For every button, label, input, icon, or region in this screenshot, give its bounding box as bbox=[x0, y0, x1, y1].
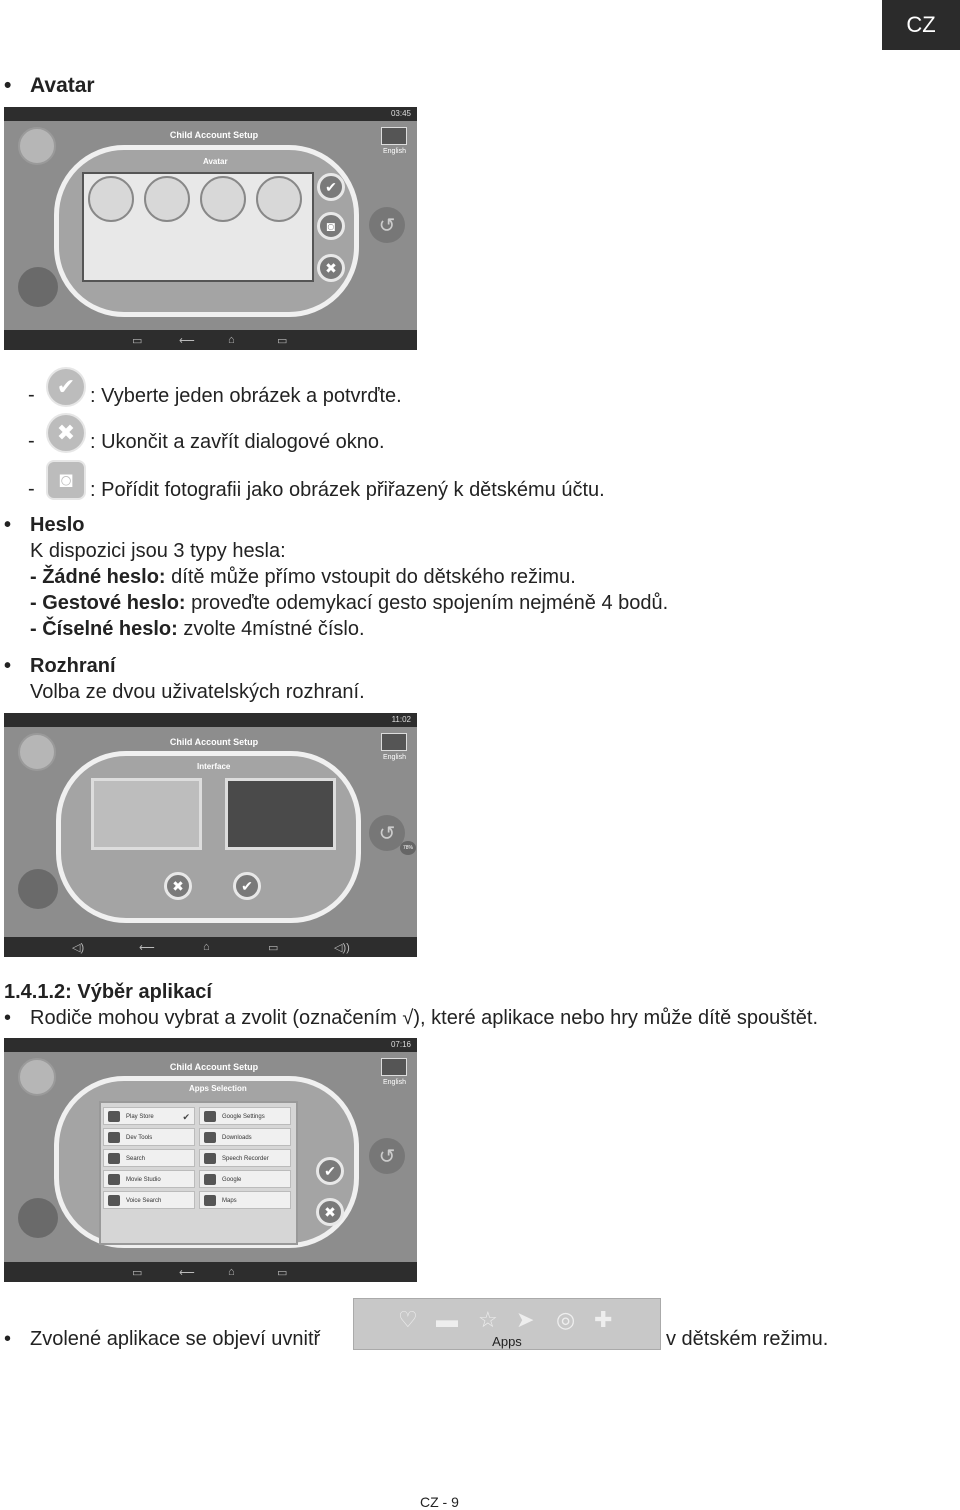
language-tab: CZ bbox=[882, 0, 960, 50]
interface-screenshot bbox=[4, 713, 417, 957]
dialog-title: Interface bbox=[197, 762, 231, 771]
nav-bar bbox=[4, 1262, 417, 1282]
nav-bar bbox=[4, 330, 417, 350]
avatar-panel bbox=[82, 172, 314, 282]
app-item[interactable]: Downloads bbox=[199, 1128, 291, 1146]
apps-bar bbox=[353, 1298, 661, 1350]
password-none: - Žádné heslo: dítě může přímo vstoupit do dětského režimu. bbox=[30, 566, 576, 588]
minus-icon: ▬ bbox=[436, 1307, 458, 1332]
back-icon[interactable]: ⟵ bbox=[179, 1267, 195, 1279]
final-text-before: • Zvolené aplikace se objeví uvnitř bbox=[30, 1326, 320, 1352]
confirm-button[interactable]: ✔ bbox=[317, 173, 345, 201]
interface-option-grid[interactable] bbox=[225, 778, 336, 850]
uk-flag-icon[interactable] bbox=[381, 1058, 407, 1076]
avatar-dog-icon[interactable] bbox=[200, 176, 246, 222]
screenshot-icon[interactable]: ▭ bbox=[132, 335, 143, 347]
avatar-heading: • Avatar bbox=[30, 73, 95, 99]
status-bar: 03:45 bbox=[4, 107, 417, 121]
final-text-after: v dětském režimu. bbox=[666, 1328, 829, 1350]
undo-icon[interactable]: ↺ bbox=[369, 815, 405, 851]
apps-label: Apps bbox=[492, 1334, 522, 1349]
camera-button[interactable]: ◙ bbox=[317, 212, 345, 240]
avatar-boy-icon[interactable] bbox=[88, 176, 134, 222]
confirm-button[interactable]: ✔ bbox=[233, 872, 261, 900]
apps-text: • Rodiče mohou vybrat a zvolit (označením √), které aplikace nebo hry může dítě spouštět. bbox=[30, 1005, 818, 1031]
heart-icon: ♡ bbox=[398, 1307, 418, 1332]
circle-icon: ◎ bbox=[556, 1307, 576, 1332]
app-item[interactable]: Maps bbox=[199, 1191, 291, 1209]
password-heading: • Heslo bbox=[30, 512, 84, 538]
undo-icon[interactable]: ↺ bbox=[369, 207, 405, 243]
globe-icon bbox=[18, 1198, 58, 1238]
interface-heading: • Rozhraní bbox=[30, 653, 116, 679]
recents-icon[interactable]: ▭ bbox=[277, 1267, 288, 1279]
avatar-girl-icon[interactable] bbox=[144, 176, 190, 222]
us-flag-icon[interactable] bbox=[381, 733, 407, 751]
confirm-button[interactable]: ✔ bbox=[316, 1157, 344, 1185]
apps-screenshot bbox=[4, 1038, 417, 1282]
language-label: English bbox=[383, 754, 406, 761]
battery-badge: 78% bbox=[400, 841, 416, 855]
undo-icon[interactable]: ↺ bbox=[369, 1138, 405, 1174]
star-icon: ☆ bbox=[478, 1307, 498, 1332]
avatar-bunny-icon[interactable] bbox=[256, 176, 302, 222]
volume-down-icon[interactable]: ◁) bbox=[72, 942, 85, 954]
setup-title: Child Account Setup bbox=[169, 1062, 259, 1072]
plus-icon: ✚ bbox=[594, 1307, 613, 1332]
status-bar: 07:16 bbox=[4, 1038, 417, 1052]
interface-option-kids[interactable] bbox=[91, 778, 202, 850]
password-numeric: - Číselné heslo: zvolte 4místné číslo. bbox=[30, 618, 365, 640]
avatar-dialog bbox=[54, 145, 359, 317]
apps-heading: 1.4.1.2: Výběr aplikací bbox=[4, 981, 212, 1003]
apps-list bbox=[99, 1101, 298, 1245]
dialog-title: Avatar bbox=[203, 157, 228, 166]
language-label: English bbox=[383, 1079, 406, 1086]
app-item[interactable]: Speech Recorder bbox=[199, 1149, 291, 1167]
recents-icon[interactable]: ▭ bbox=[277, 335, 288, 347]
back-icon[interactable]: ⟵ bbox=[139, 942, 155, 954]
close-button[interactable]: ✖ bbox=[317, 254, 345, 282]
home-icon[interactable]: ⌂ bbox=[228, 334, 235, 346]
setup-title: Child Account Setup bbox=[169, 130, 259, 140]
setup-title: Child Account Setup bbox=[169, 737, 259, 747]
uk-flag-icon[interactable] bbox=[381, 127, 407, 145]
close-button[interactable]: ✖ bbox=[316, 1198, 344, 1226]
avatar-screenshot bbox=[4, 107, 417, 350]
interface-dialog bbox=[56, 751, 361, 923]
item-confirm-text: : Vyberte jeden obrázek a potvrďte. bbox=[90, 385, 402, 407]
language-label: English bbox=[383, 148, 406, 155]
home-icon[interactable]: ⌂ bbox=[228, 1266, 235, 1278]
nav-bar bbox=[4, 937, 417, 957]
password-intro: K dispozici jsou 3 typy hesla: bbox=[30, 540, 286, 562]
app-item[interactable]: Play Store ✔ bbox=[103, 1107, 195, 1125]
home-icon[interactable]: ⌂ bbox=[203, 941, 210, 953]
send-icon: ➤ bbox=[516, 1307, 535, 1332]
camera-icon: ◙ bbox=[46, 460, 86, 500]
globe-icon bbox=[18, 869, 58, 909]
item-close-text: : Ukončit a zavřít dialogové okno. bbox=[90, 431, 385, 453]
back-icon[interactable]: ⟵ bbox=[179, 335, 195, 347]
app-item[interactable]: Search bbox=[103, 1149, 195, 1167]
app-item[interactable]: Dev Tools bbox=[103, 1128, 195, 1146]
screenshot-icon[interactable]: ▭ bbox=[132, 1267, 143, 1279]
dialog-title: Apps Selection bbox=[189, 1084, 247, 1093]
status-bar: 11:02 bbox=[4, 713, 417, 727]
check-icon: ✔ bbox=[46, 367, 86, 407]
close-icon: ✖ bbox=[46, 413, 86, 453]
close-button[interactable]: ✖ bbox=[164, 872, 192, 900]
volume-up-icon[interactable]: ◁)) bbox=[334, 942, 350, 954]
interface-text: Volba ze dvou uživatelských rozhraní. bbox=[30, 681, 365, 703]
app-item[interactable]: Voice Search bbox=[103, 1191, 195, 1209]
apps-dialog bbox=[54, 1076, 359, 1248]
app-item[interactable]: Google Settings bbox=[199, 1107, 291, 1125]
item-camera-text: : Pořídit fotografii jako obrázek přiřazený k dětskému účtu. bbox=[90, 479, 605, 501]
password-gesture: - Gestové heslo: proveďte odemykací gesto spojením nejméně 4 bodů. bbox=[30, 592, 669, 614]
page-number: CZ - 9 bbox=[420, 1494, 459, 1510]
app-item[interactable]: Google bbox=[199, 1170, 291, 1188]
app-item[interactable]: Movie Studio bbox=[103, 1170, 195, 1188]
recents-icon[interactable]: ▭ bbox=[268, 942, 279, 954]
globe-icon bbox=[18, 267, 58, 307]
